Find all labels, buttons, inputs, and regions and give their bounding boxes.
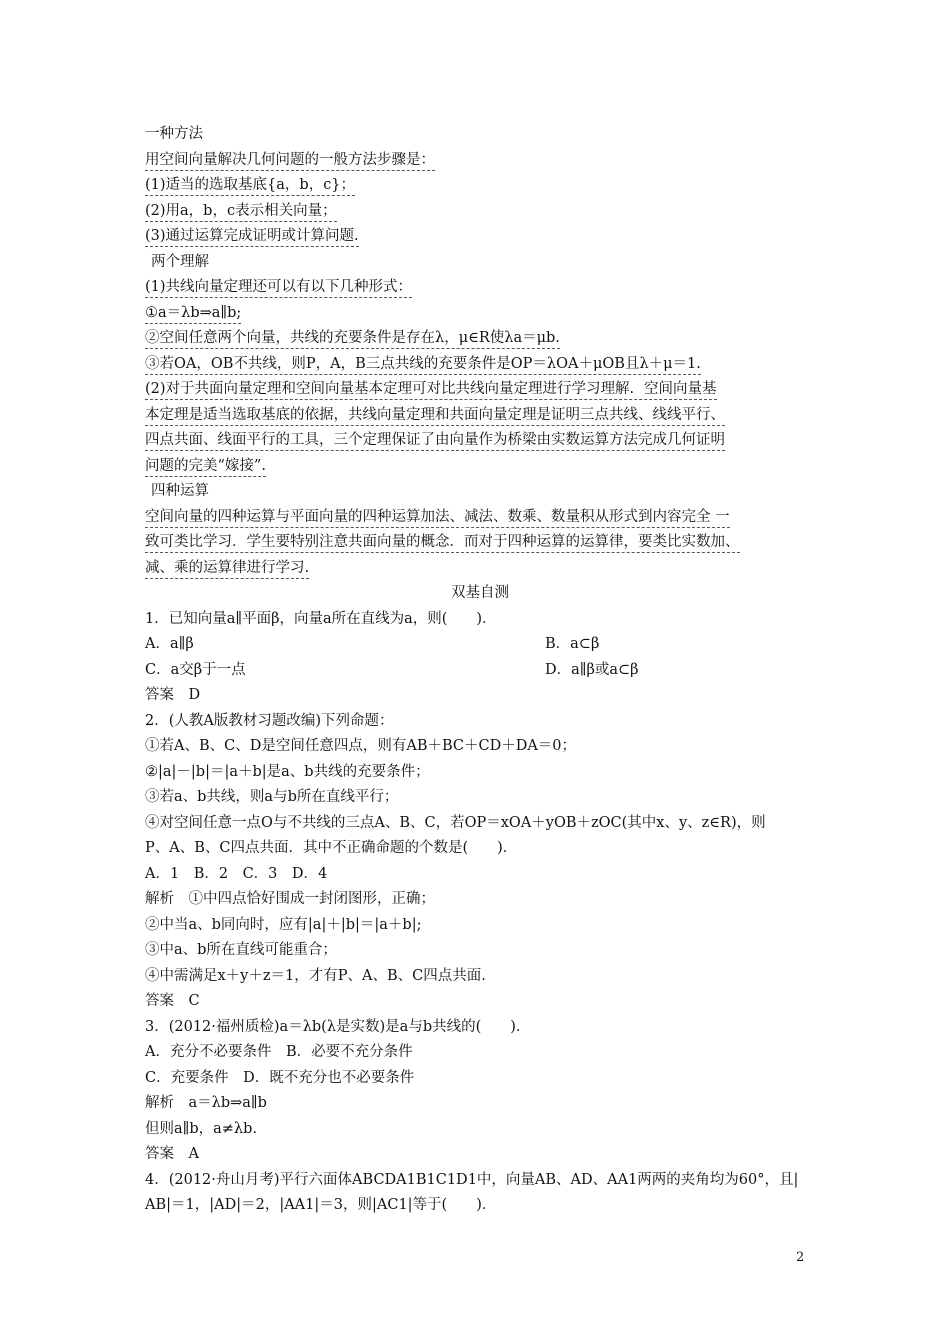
understand-line: ①a＝λb⇒a∥b; xyxy=(145,301,815,327)
method-line: (1)适当的选取基底{a，b，c}； xyxy=(145,173,815,199)
operations-line: 减、乘的运算律进行学习. xyxy=(145,556,815,582)
q2-options: A．1 B．2 C．3 D．4 xyxy=(145,865,328,882)
understand-line: 四点共面、线面平行的工具，三个定理保证了由向量作为桥梁由实数运算方法完成几何证明 xyxy=(145,428,815,454)
q2-line: ①若A、B、C、D是空间任意四点，则有AB＋BC＋CD＋DA＝0； xyxy=(145,738,577,754)
q2-analysis: ④中需满足x＋y＋z＝1，才有P、A、B、C四点共面. xyxy=(145,967,486,984)
q2-line: ④对空间任意一点O与不共线的三点A、B、C，若OP＝xOA＋yOB＋zOC(其中x、y、z∈R)，则 xyxy=(145,814,766,831)
understand-line: (2)对于共面向量定理和空间向量基本定理可对比共线向量定理进行学习理解．空间向量基 xyxy=(145,377,815,403)
q1-option-c: C．a交β于一点 xyxy=(145,661,246,678)
q4-stem: AB|＝1，|AD|＝2，|AA1|＝3，则|AC1|等于( )． xyxy=(145,1197,497,1213)
q2-analysis: 解析 ①中四点恰好围成一封闭图形，正确； xyxy=(145,891,435,907)
method-line: 用空间向量解决几何问题的一般方法步骤是： xyxy=(145,148,815,174)
q3-analysis: 解析 a＝λb⇒a∥b xyxy=(145,1095,267,1111)
understand-line: ③若OA，OB不共线，则P，A，B三点共线的充要条件是OP＝λOA＋μOB且λ＋μ＝1. xyxy=(145,352,815,378)
understand-line: ②空间任意两个向量，共线的充要条件是存在λ，μ∈R使λa＝μb. xyxy=(145,326,815,352)
operations-heading: 四种运算 xyxy=(151,483,209,499)
q2-analysis: ③中a、b所在直线可能重合； xyxy=(145,942,337,958)
understand-line: (1)共线向量定理还可以有以下几种形式： xyxy=(145,275,815,301)
method-heading: 一种方法 xyxy=(145,126,203,142)
selftest-title: 双基自测 xyxy=(451,585,509,601)
q2-line: 2．(人教A版教材习题改编)下列命题： xyxy=(145,712,394,729)
method-line: (2)用a，b，c表示相关向量； xyxy=(145,199,815,225)
q3-options: A．充分不必要条件 B．必要不充分条件 xyxy=(145,1044,413,1060)
q3-stem: 3．(2012·福州质检)a＝λb(λ是实数)是a与b共线的( )． xyxy=(145,1018,531,1035)
understand-line: 本定理是适当选取基底的依据，共线向量定理和共面向量定理是证明三点共线、线线平行、 xyxy=(145,403,815,429)
page-number: 2 xyxy=(796,1250,805,1265)
q2-line: ③若a、b共线，则a与b所在直线平行； xyxy=(145,789,399,805)
q2-line: ②|a|－|b|＝|a＋b|是a、b共线的充要条件； xyxy=(145,763,430,780)
q3-options: C．充要条件 D．既不充分也不必要条件 xyxy=(145,1069,415,1086)
q2-line: P、A、B、C四点共面．其中不正确命题的个数是( )． xyxy=(145,840,518,856)
page-content xyxy=(145,122,815,1219)
q1-options-row xyxy=(145,658,815,684)
method-line: (3)通过运算完成证明或计算问题. xyxy=(145,224,815,250)
operations-line: 致可类比学习．学生要特别注意共面向量的概念．而对于四种运算的运算律，要类比实数加、 xyxy=(145,530,815,556)
q2-answer: 答案 C xyxy=(145,993,200,1009)
q3-answer: 答案 A xyxy=(145,1146,199,1162)
q1-options-row xyxy=(145,632,815,658)
understand-line: 问题的完美“嫁接”. xyxy=(145,454,815,480)
operations-line: 空间向量的四种运算与平面向量的四种运算加法、减法、数乘、数量积从形式到内容完全 一 xyxy=(145,505,815,531)
q2-analysis: ②中当a、b同向时，应有|a|＋|b|＝|a＋b|; xyxy=(145,916,422,933)
q1-option-d: D．a∥β或a⊂β xyxy=(545,661,639,678)
q1-answer: 答案 D xyxy=(145,687,201,703)
q1-option-b: B．a⊂β xyxy=(545,636,600,652)
q1-option-a: A．a∥β xyxy=(145,636,194,652)
q3-analysis: 但则a∥b，a≠λb. xyxy=(145,1120,257,1137)
understand-heading: 两个理解 xyxy=(151,253,209,270)
q1-stem: 1．已知向量a∥平面β，向量a所在直线为a，则( )． xyxy=(145,610,497,627)
q4-stem: 4．(2012·舟山月考)平行六面体ABCDA1B1C1D1中，向量AB、AD、AA1两两的夹角均为60°，且| xyxy=(145,1171,799,1188)
